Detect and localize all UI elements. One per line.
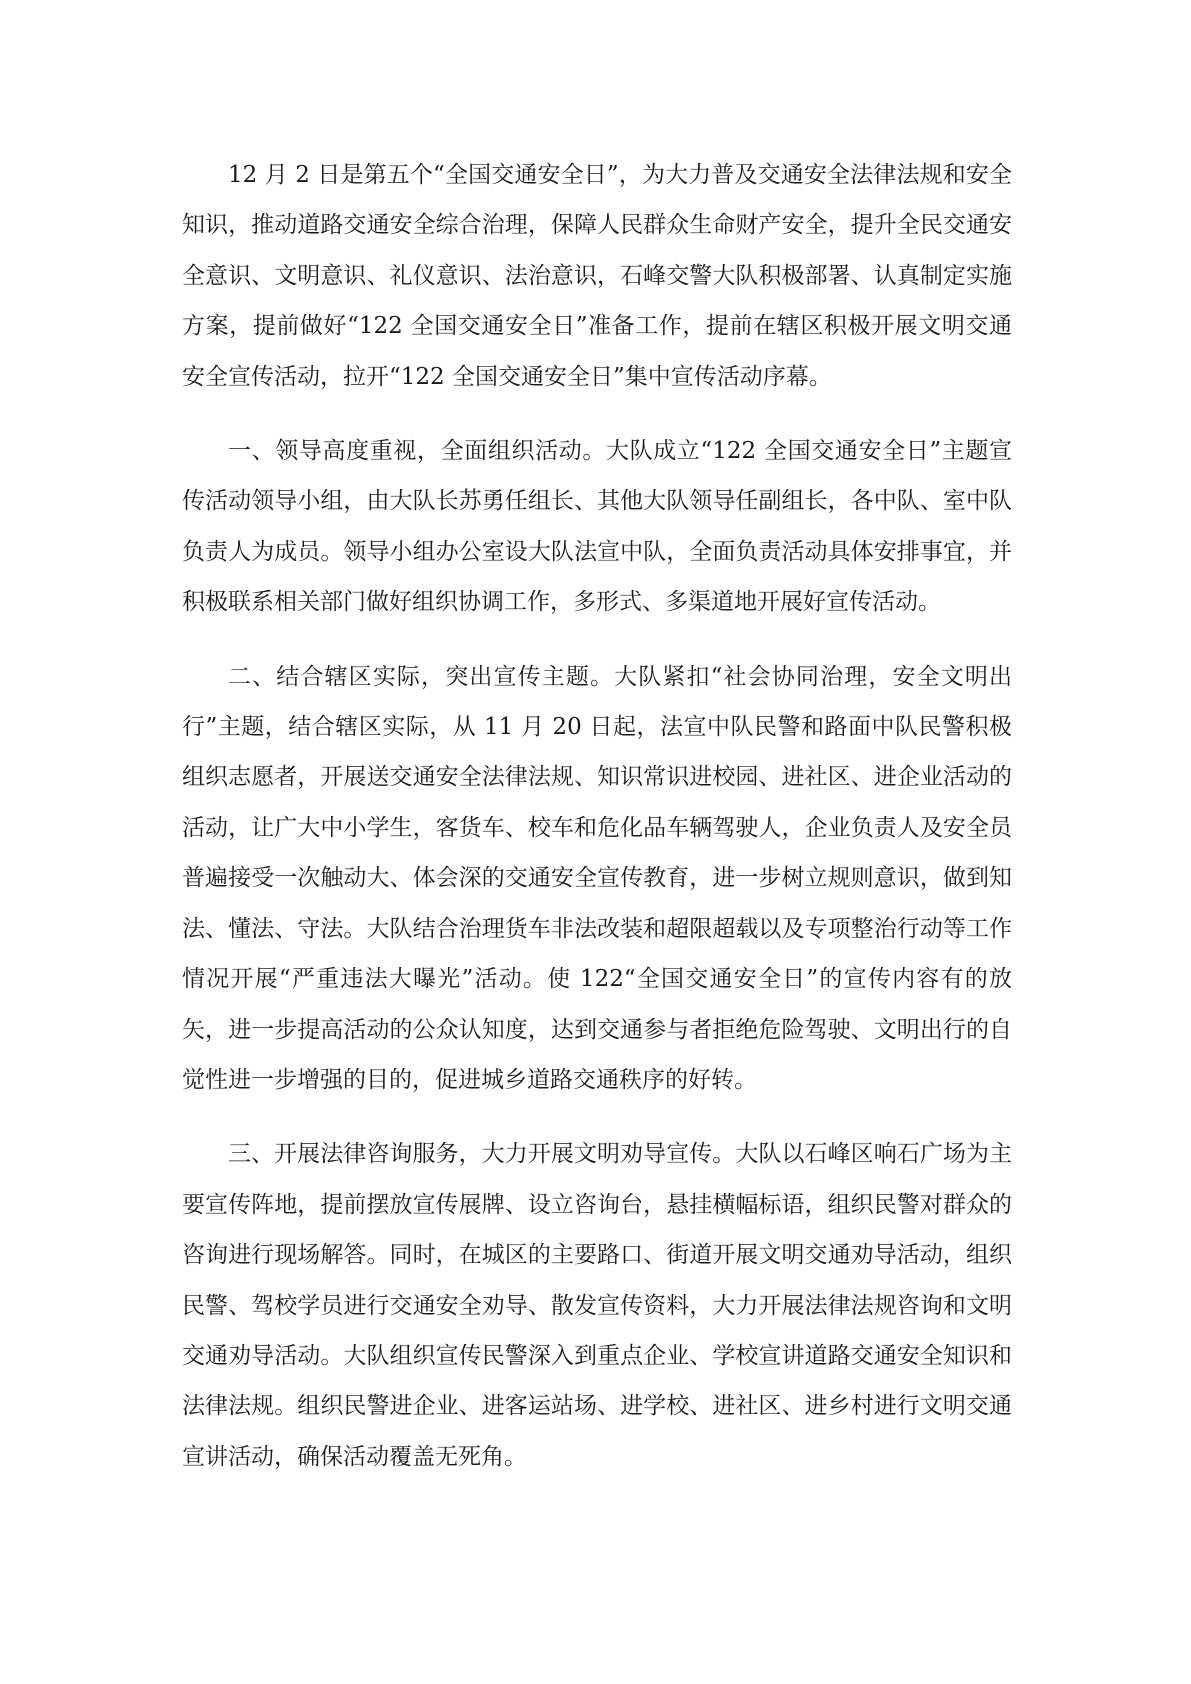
paragraph-section-1: 一、领导高度重视，全面组织活动。大队成立“122 全国交通安全日”主题宣传活动领导小组，由大队长苏勇任组长、其他大队领导任副组长，各中队、室中队负责人为成员。领导小组办公室设大队法宣中队，全面负责活动具体安排事宜，并积极联系相关部门做好组织协调工作，多形式、多渠道地开展好宣传活动。 xyxy=(182,438,1012,616)
paragraph-section-3: 三、开展法律咨询服务，大力开展文明劝导宣传。大队以石峰区响石广场为主要宣传阵地，提前摆放宣传展牌、设立咨询台，悬挂横幅标语，组织民警对群众的咨询进行现场解答。同时，在城区的主要路口、街道开展文明交通劝导活动，组织民警、驾校学员进行交通安全劝导、散发宣传资料，大力开展法律法规咨询和文明交通劝导活动。大队组织宣传民警深入到重点企业、学校宣讲道路交通安全知识和法律法规。组织民警进企业、进客运站场、进学校、进社区、进乡村进行文明交通宣讲活动，确保活动覆盖无死角。 xyxy=(182,1141,1012,1470)
document-body xyxy=(182,150,1012,1482)
paragraph-intro: 12 月 2 日是第五个“全国交通安全日”，为大力普及交通安全法律法规和安全知识，推动道路交通安全综合治理，保障人民群众生命财产安全，提升全民交通安全意识、文明意识、礼仪意识、法治意识，石峰交警大队积极部署、认真制定实施方案，提前做好“122 全国交通安全日”准备工作，提前在辖区积极开展文明交通安全宣传活动，拉开“122 全国交通安全日”集中宣传活动序幕。 xyxy=(182,162,1012,390)
paragraph-section-2: 二、结合辖区实际，突出宣传主题。大队紧扣“社会协同治理，安全文明出行”主题，结合辖区实际，从 11 月 20 日起，法宣中队民警和路面中队民警积极组织志愿者，开展送交通安全法律法规、知识常识进校园、进社区、进企业活动的活动，让广大中小学生，客货车、校车和危化品车辆驾驶人，企业负责人及安全员普遍接受一次触动大、体会深的交通安全宣传教育，进一步树立规则意识，做到知法、懂法、守法。大队结合治理货车非法改装和超限超载以及专项整治行动等工作情况开展“严重违法大曝光”活动。使 122“全国交通安全日”的宣传内容有的放矢，进一步提高活动的公众认知度，达到交通参与者拒绝危险驾驶、文明出行的自觉性进一步增强的目的，促进城乡道路交通秩序的好转。 xyxy=(182,663,1012,1093)
